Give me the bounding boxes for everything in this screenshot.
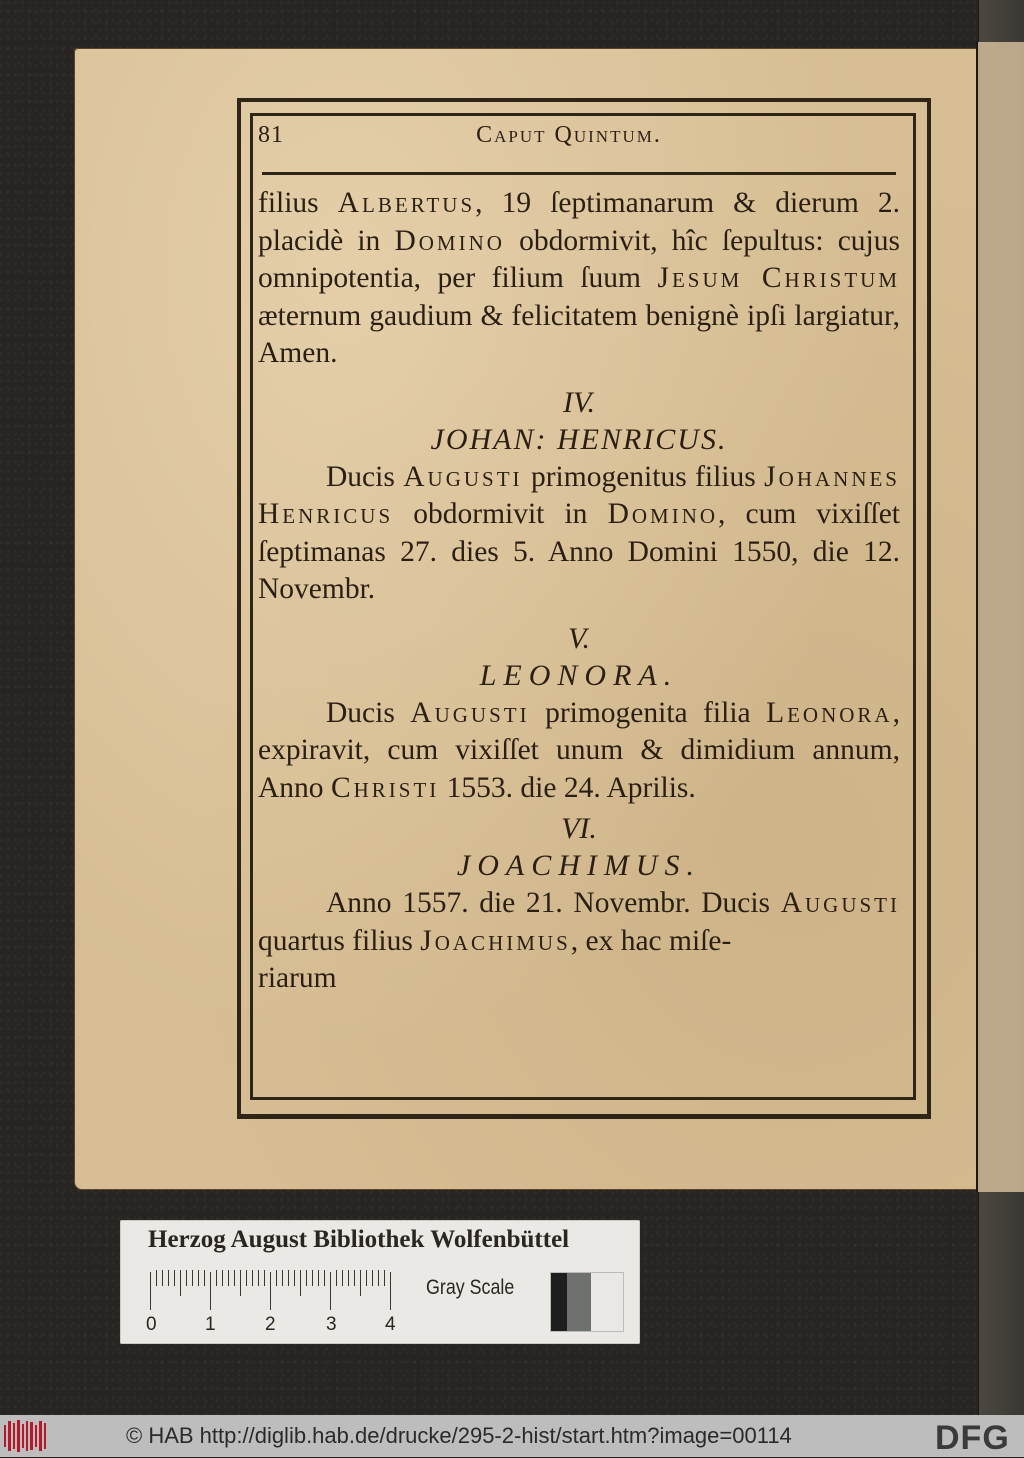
ruler-tick xyxy=(234,1270,235,1286)
section-iv xyxy=(258,385,900,609)
small-caps-name: Augusti xyxy=(780,887,900,919)
page-header xyxy=(258,122,900,162)
ruler-tick xyxy=(186,1270,187,1286)
page-content xyxy=(258,122,900,998)
ruler-tick xyxy=(246,1270,247,1286)
section-body: Ducis Augusti primogenitus filius Johannes Henricus obdormivit in Domino, cum vixiſſet ſeptimanas 27. dies 5. Anno Domini 1550, die 12. Novembr. xyxy=(258,460,900,605)
ruler-label: 3 xyxy=(326,1314,337,1335)
ruler-tick xyxy=(210,1272,211,1310)
ruler-tick xyxy=(198,1270,199,1286)
ruler-tick xyxy=(324,1270,325,1286)
ruler-tick xyxy=(312,1270,313,1286)
copyright-url[interactable]: © HAB http://diglib.hab.de/drucke/295-2-hist/start.htm?image=00114 xyxy=(126,1423,792,1448)
small-caps-name: Domino xyxy=(607,498,719,530)
running-head: Caput Quintum. xyxy=(476,122,662,148)
section-numeral: V. xyxy=(568,621,590,655)
section-numeral: VI. xyxy=(561,812,597,845)
ruler-label: 0 xyxy=(146,1314,157,1335)
small-caps-name: Christi xyxy=(330,771,440,804)
ruler-tick xyxy=(156,1270,157,1286)
small-caps-name: Domino xyxy=(394,224,505,257)
adjacent-page-edge xyxy=(978,42,1024,1192)
ruler-tick xyxy=(222,1270,223,1286)
library-name: Herzog August Bibliothek Wolfenbüttel xyxy=(148,1226,570,1253)
ruler-tick xyxy=(318,1270,319,1286)
ruler-tick xyxy=(366,1270,367,1286)
ruler-tick xyxy=(258,1270,259,1286)
gray-scale-label: Gray Scale xyxy=(426,1276,515,1299)
section-vi xyxy=(258,811,900,998)
ruler-tick xyxy=(276,1270,277,1286)
ruler-tick xyxy=(390,1272,391,1310)
ruler-tick xyxy=(150,1272,151,1310)
gray-scale-swatch xyxy=(550,1272,624,1332)
ruler-tick xyxy=(192,1270,193,1286)
ruler-tick xyxy=(228,1270,229,1286)
ruler-tick xyxy=(384,1270,385,1286)
ruler-tick xyxy=(342,1270,343,1286)
ruler-tick xyxy=(300,1270,301,1296)
ruler-label: 1 xyxy=(205,1314,216,1335)
section-name: JOACHIMUS. xyxy=(456,849,702,882)
ruler-tick xyxy=(348,1270,349,1286)
ruler-tick xyxy=(282,1270,283,1286)
color-scale-card xyxy=(120,1220,640,1344)
ruler-tick xyxy=(288,1270,289,1286)
section-body: Ducis Augusti primogenita filia Leonora, expiravit, cum vixiſſet unum & dimidium annum, Anno Christi 1553. die 24. Aprilis. xyxy=(258,696,900,804)
small-caps-name: Albertus xyxy=(337,187,476,219)
small-caps-name: Johannes Henricus xyxy=(258,460,900,530)
ruler-tick xyxy=(204,1270,205,1286)
ruler-tick xyxy=(306,1270,307,1286)
ruler-tick xyxy=(174,1270,175,1286)
ruler-tick xyxy=(162,1270,163,1286)
ruler-tick xyxy=(252,1270,253,1286)
ruler-tick xyxy=(294,1270,295,1286)
section-numeral: IV. xyxy=(563,385,595,419)
ruler-label: 4 xyxy=(385,1314,396,1335)
section-body: Anno 1557. die 21. Novembr. Ducis Augusti quartus filius Joachimus, ex hac miſe- xyxy=(258,887,900,957)
ruler-tick xyxy=(240,1270,241,1296)
ruler-label: 2 xyxy=(265,1314,276,1335)
small-caps-name: Jesum Christum xyxy=(657,262,900,294)
swatch-black xyxy=(551,1273,567,1331)
top-paragraph: filius Albertus, 19 ſeptimanarum & dierum 2. placidè in Domino obdormivit, hîc ſepultus: cujus omnipotentia, per filium ſuum Jesum Christum æternum gaudium & felicitatem benignè ipſi largiatur, Amen. xyxy=(258,187,900,369)
ruler-tick xyxy=(270,1272,271,1310)
ruler-tick xyxy=(180,1270,181,1296)
ruler-tick xyxy=(378,1270,379,1286)
header-rule xyxy=(262,172,896,175)
small-caps-name: Joachimus xyxy=(420,924,571,957)
ruler-tick xyxy=(264,1270,265,1286)
footer-bar xyxy=(0,1415,1024,1457)
catchword: riarum xyxy=(258,962,337,994)
ruler-tick xyxy=(336,1270,337,1286)
small-caps-name: Augusti xyxy=(410,696,530,729)
ruler xyxy=(150,1270,390,1310)
small-caps-name: Leonora xyxy=(766,696,893,729)
section-v xyxy=(258,621,900,808)
section-name: JOHAN: HENRICUS. xyxy=(430,422,728,456)
ruler-tick xyxy=(354,1270,355,1286)
page-number: 81 xyxy=(258,122,284,148)
ruler-tick xyxy=(330,1272,331,1310)
section-name: LEONORA. xyxy=(479,658,679,692)
hab-logo-icon xyxy=(4,1420,46,1452)
swatch-gray xyxy=(567,1273,591,1331)
ruler-tick xyxy=(168,1270,169,1286)
small-caps-name: Augusti xyxy=(403,460,523,493)
ruler-tick xyxy=(360,1270,361,1296)
ruler-tick xyxy=(216,1270,217,1286)
ruler-tick xyxy=(372,1270,373,1286)
swatch-white xyxy=(591,1273,623,1331)
dfg-logo-icon: DFG xyxy=(935,1419,1010,1457)
page-gutter-line xyxy=(976,42,978,1192)
